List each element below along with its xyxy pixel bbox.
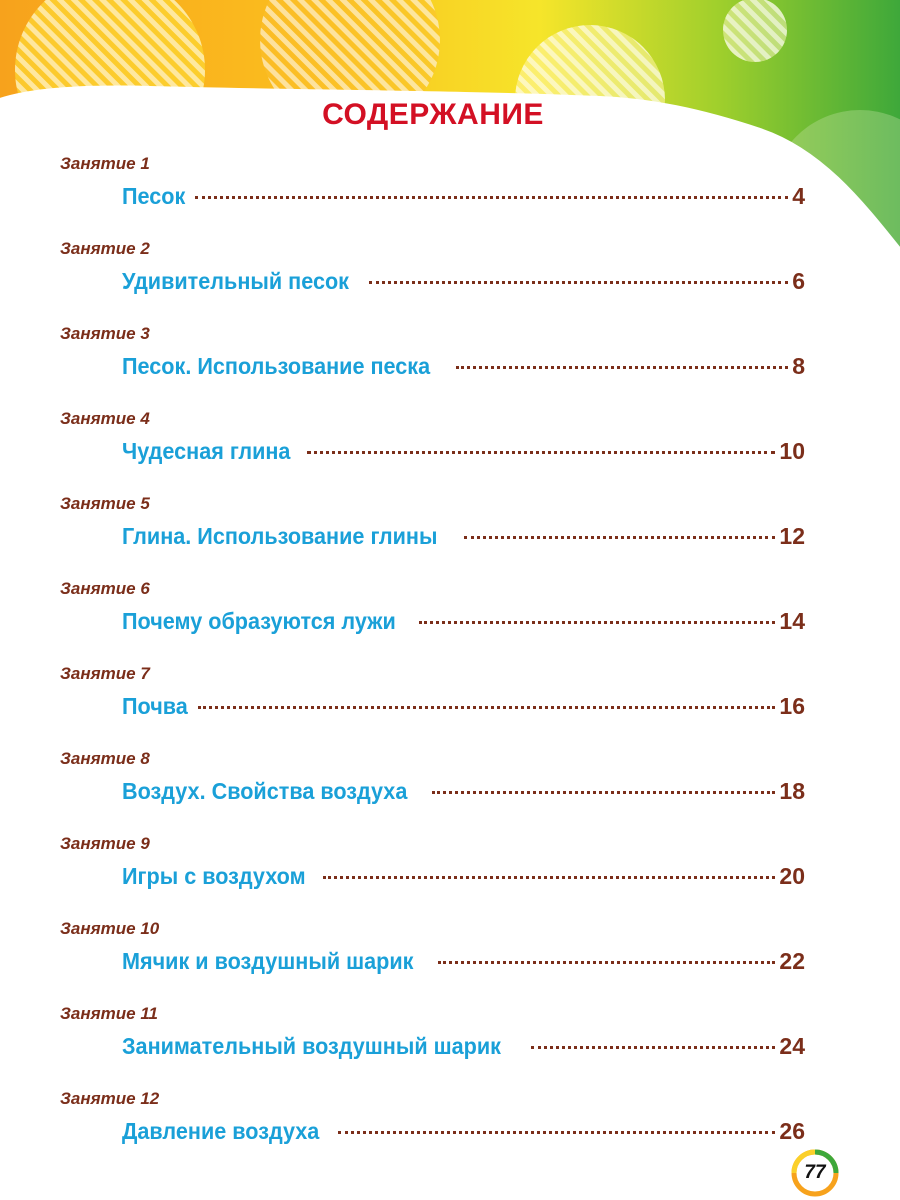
toc-line	[122, 263, 805, 299]
toc-line	[122, 858, 805, 894]
entry-title[interactable]: Мячик и воздушный шарик	[122, 948, 414, 974]
dot-leader	[419, 621, 775, 624]
table-of-contents	[60, 154, 805, 1174]
lesson-label: Занятие 8	[60, 749, 150, 768]
toc-entry[interactable]	[60, 154, 805, 239]
entry-page: 8	[792, 353, 805, 379]
entry-page: 16	[779, 693, 805, 719]
toc-entry[interactable]	[60, 919, 805, 1004]
dot-leader	[307, 451, 775, 454]
toc-entry[interactable]	[60, 749, 805, 834]
entry-page: 14	[779, 608, 805, 634]
lesson-label: Занятие 6	[60, 579, 150, 598]
dot-leader	[432, 791, 776, 794]
entry-title[interactable]: Удивительный песок	[122, 268, 349, 294]
toc-entry[interactable]	[60, 494, 805, 579]
entry-title[interactable]: Глина. Использование глины	[122, 523, 438, 549]
lesson-label: Занятие 7	[60, 664, 150, 683]
entry-title[interactable]: Воздух. Свойства воздуха	[122, 778, 408, 804]
toc-line	[122, 178, 805, 214]
lesson-label: Занятие 5	[60, 494, 150, 513]
dot-leader	[464, 536, 776, 539]
toc-entry[interactable]	[60, 324, 805, 409]
toc-line	[122, 1113, 805, 1149]
lesson-label: Занятие 2	[60, 239, 150, 258]
toc-entry[interactable]	[60, 1004, 805, 1089]
page-number-badge	[790, 1148, 840, 1198]
toc-entry[interactable]	[60, 239, 805, 324]
toc-line	[122, 348, 805, 384]
lesson-label: Занятие 1	[60, 154, 150, 173]
entry-title[interactable]: Песок. Использование песка	[122, 353, 431, 379]
toc-line	[122, 688, 805, 724]
entry-page: 26	[779, 1118, 805, 1144]
toc-entry[interactable]	[60, 579, 805, 664]
entry-page: 24	[779, 1033, 805, 1059]
entry-title[interactable]: Песок	[122, 183, 186, 209]
entry-page: 10	[779, 438, 805, 464]
dot-leader	[438, 961, 775, 964]
toc-line	[122, 433, 805, 469]
dot-leader	[338, 1131, 776, 1134]
dot-leader	[531, 1046, 775, 1049]
entry-title[interactable]: Почему образуются лужи	[122, 608, 396, 634]
entry-title[interactable]: Давление воздуха	[122, 1118, 320, 1144]
entry-page: 22	[779, 948, 805, 974]
entry-title[interactable]: Чудесная глина	[122, 438, 291, 464]
dot-leader	[198, 706, 775, 709]
toc-entry[interactable]	[60, 664, 805, 749]
entry-title[interactable]: Занимательный воздушный шарик	[122, 1033, 501, 1059]
entry-title[interactable]: Игры с воздухом	[122, 863, 306, 889]
lesson-label: Занятие 11	[60, 1004, 158, 1023]
entry-page: 4	[792, 183, 805, 209]
toc-entry[interactable]	[60, 409, 805, 494]
lesson-label: Занятие 9	[60, 834, 150, 853]
entry-page: 12	[779, 523, 805, 549]
toc-line	[122, 603, 805, 639]
toc-entry[interactable]	[60, 1089, 805, 1174]
entry-page: 18	[779, 778, 805, 804]
dot-leader	[323, 876, 775, 879]
entry-title[interactable]: Почва	[122, 693, 188, 719]
dot-leader	[369, 281, 788, 284]
entry-page: 20	[779, 863, 805, 889]
toc-entry[interactable]	[60, 834, 805, 919]
lesson-label: Занятие 3	[60, 324, 150, 343]
dot-leader	[456, 366, 788, 369]
lesson-label: Занятие 10	[60, 919, 160, 938]
toc-line	[122, 518, 805, 554]
entry-page: 6	[792, 268, 805, 294]
page-number: 77	[804, 1162, 826, 1183]
toc-line	[122, 1028, 805, 1064]
lesson-label: Занятие 4	[60, 409, 150, 428]
toc-line	[122, 943, 805, 979]
lesson-label: Занятие 12	[60, 1089, 160, 1108]
toc-line	[122, 773, 805, 809]
page-title: СОДЕРЖАНИЕ	[322, 98, 544, 131]
dot-leader	[195, 196, 788, 199]
